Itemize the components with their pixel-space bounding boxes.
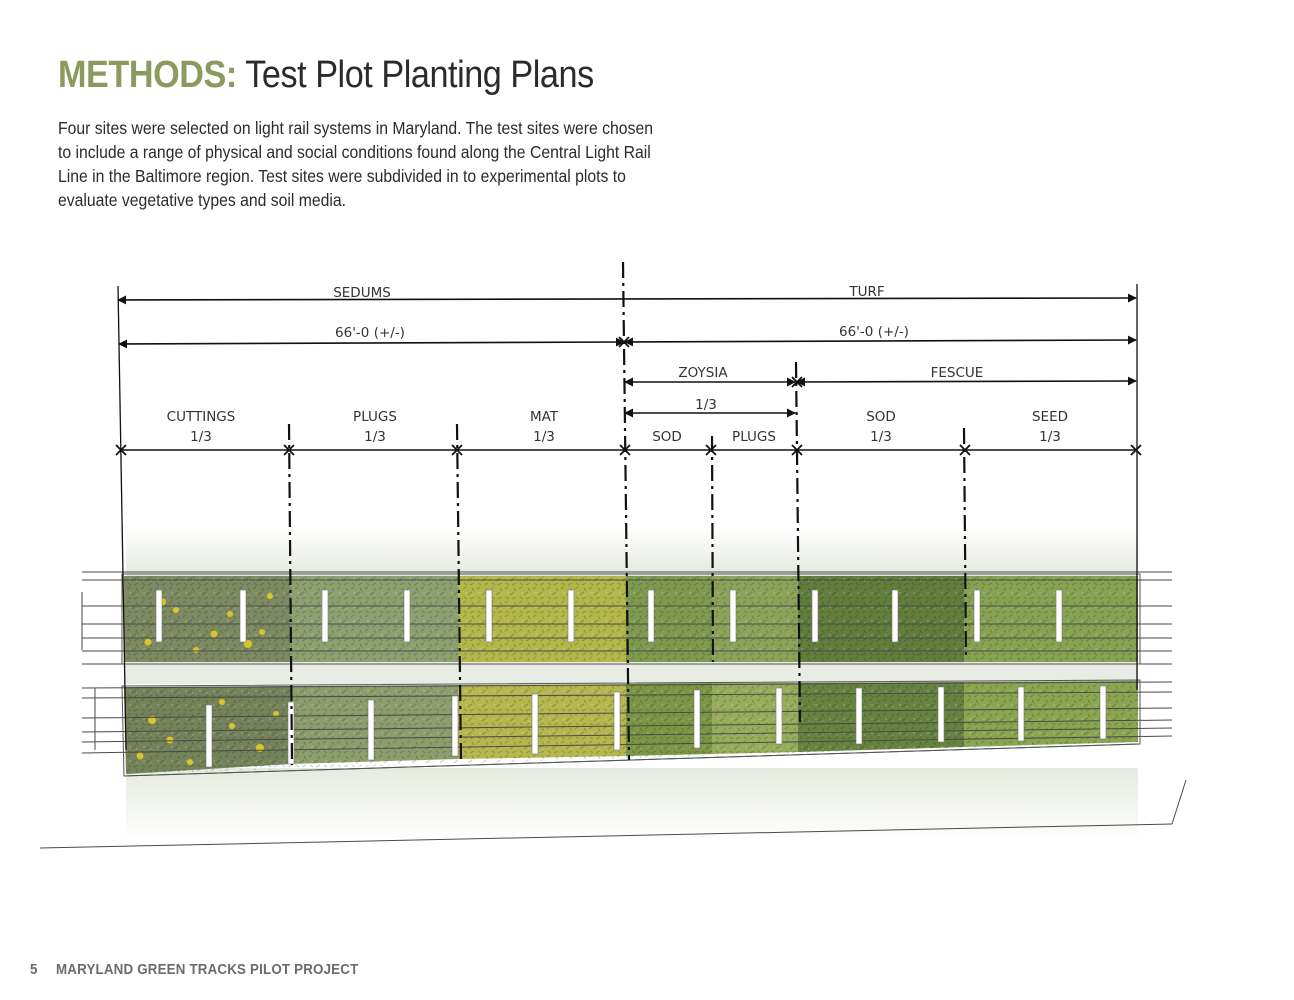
label-turf-length: 66'-0 (+/-) [839,324,909,340]
plot-fraction-cuttings: 1/3 [190,429,212,445]
plot-fraction-plugs: 1/3 [364,429,386,445]
plot-label-zoysia-sod: SOD [652,429,682,445]
plot-label-fescue-sod: SOD [866,409,896,425]
intro-line: Line in the Baltimore region. Test sites were subdivided in to experimental plots to [58,166,626,186]
plot-label-mat: MAT [529,409,559,425]
intro-line: Four sites were selected on light rail systems in Maryland. The test sites were chosen [58,118,653,138]
dimension-ticks [116,337,1141,455]
dimension-turf-length [625,340,1136,342]
plot-label-plugs: PLUGS [353,409,397,425]
plot-fraction-fescue-seed: 1/3 [1039,429,1061,445]
intro-line: evaluate vegetative types and soil media. [58,190,347,210]
project-name: MARYLAND GREEN TRACKS PILOT PROJECT [56,962,359,978]
plot-fraction-fescue-sod: 1/3 [870,429,892,445]
planting-plan-diagram [0,250,1294,860]
intro-line: to include a range of physical and social conditions found along the Central Light Rail [58,142,651,162]
page-number: 5 [30,962,38,978]
page-title [58,52,594,98]
label-sedums-length: 66'-0 (+/-) [335,325,405,341]
label-turf: TURF [849,284,885,300]
label-fescue: FESCUE [930,365,984,381]
label-sedums: SEDUMS [333,285,391,301]
plot-label-cuttings: CUTTINGS [166,409,236,425]
plot-texture-top [124,576,1138,662]
dimension-fescue [797,381,1136,382]
label-zoysia: ZOYSIA [678,365,728,381]
plot-label-fescue-seed: SEED [1031,409,1069,425]
title-text: Test Plot Planting Plans [236,54,594,96]
title-keyword: METHODS: [58,54,237,96]
intro-paragraph [58,116,688,212]
plot-label-zoysia-plugs: PLUGS [732,429,776,445]
background-band-bottom [126,768,1138,840]
dimension-sedums-turf [118,298,1136,300]
plot-row-top [124,576,1138,662]
page-footer [30,962,358,978]
dimension-sedums-length [119,342,624,344]
plot-fraction-mat: 1/3 [533,429,555,445]
background-band-top [126,528,1138,576]
label-zoysia-fraction: 1/3 [695,397,717,413]
